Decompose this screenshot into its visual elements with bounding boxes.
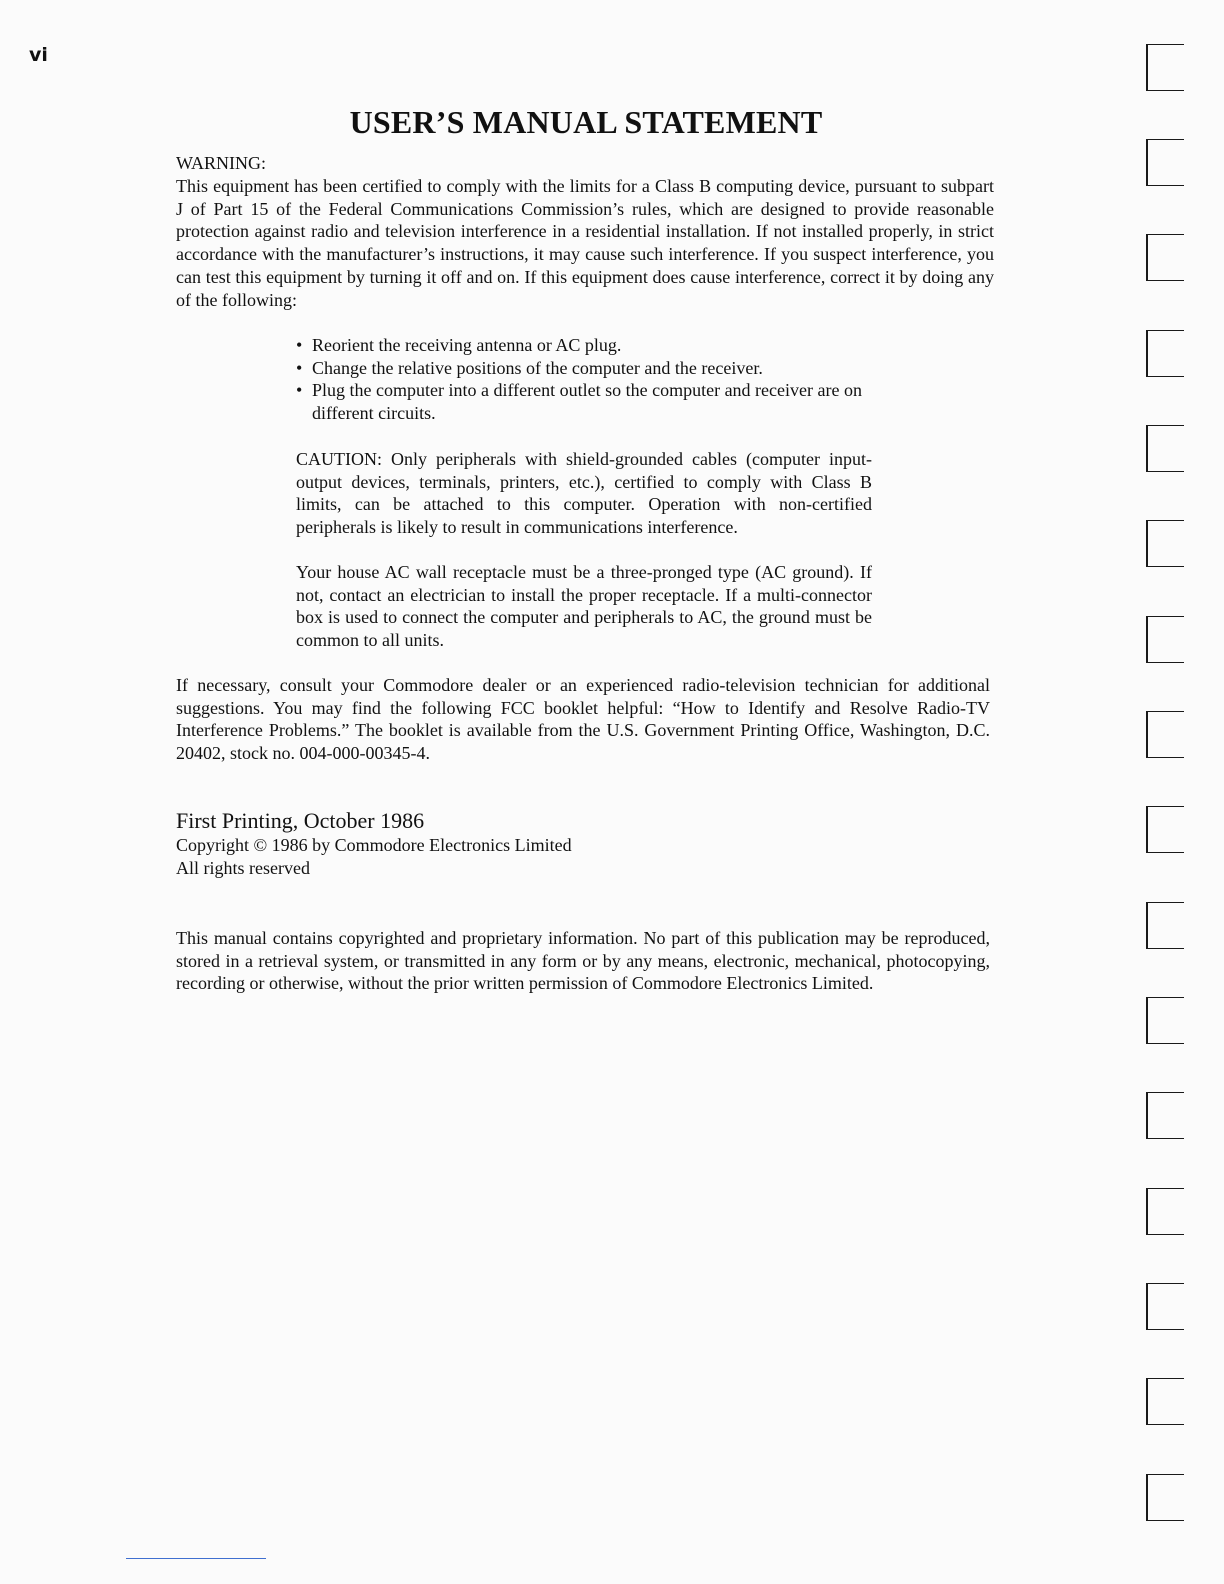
- bullet-icon: •: [296, 335, 303, 355]
- binding-tab-icon: [1146, 616, 1184, 663]
- rights-line: All rights reserved: [176, 858, 310, 878]
- binding-tab-icon: [1146, 1092, 1184, 1139]
- remedy-item: [296, 334, 876, 357]
- binding-tab-icon: [1146, 139, 1184, 186]
- proprietary-paragraph: This manual contains copyrighted and proprietary information. No part of this publication may be reproduced, stored in a retrieval system, or transmitted in any form or by any means, electronic, mechanical, photocopying, recording or otherwise, without the prior written permission of Commodore Electronics Limited.: [176, 928, 990, 994]
- binding-tab-icon: [1146, 425, 1184, 472]
- remedy-item: [296, 357, 876, 380]
- page-number: vi: [29, 44, 48, 66]
- bullet-icon: •: [296, 357, 303, 378]
- binding-tab-icon: [1146, 1188, 1184, 1235]
- remedy-list: [296, 334, 876, 425]
- caution-paragraph: CAUTION: Only peripherals with shield-grounded cables (computer input-output devices, terminals, printers, etc.), certified to comply with Class B limits, can be attached to this computer. Operation with non-certified peripherals is likely to result in communications interference.: [296, 449, 872, 538]
- binding-tab-icon: [1146, 711, 1184, 758]
- binding-tab-icon: [1146, 1474, 1184, 1521]
- receptacle-paragraph: Your house AC wall receptacle must be a three-pronged type (AC ground). If not, contact an electrician to install the proper receptacle. If a multi-connector box is used to connect the computer and peripherals to AC, the ground must be common to all units.: [296, 562, 872, 651]
- remedy-text: Change the relative positions of the computer and the receiver.: [312, 357, 763, 378]
- warning-paragraph: This equipment has been certified to comply with the limits for a Class B computing device, pursuant to subpart J of Part 15 of the Federal Communications Commission’s rules, which are designed to provide reasonable protection against radio and television interference in a residential installation. If not installed properly, in strict accordance with the manufacturer’s instructions, it may cause such interference. If you suspect interference, you can test this equipment by turning it off and on. If this equipment does cause interference, correct it by doing any of the following:: [176, 176, 994, 310]
- remedy-text: Reorient the receiving antenna or AC plug.: [312, 335, 622, 355]
- binding-tab-icon: [1146, 997, 1184, 1044]
- binding-tab-icon: [1146, 1378, 1184, 1425]
- binding-tab-icon: [1146, 234, 1184, 281]
- binding-tab-icon: [1146, 806, 1184, 853]
- printing-line: First Printing, October 1986: [176, 808, 425, 833]
- warning-label: WARNING:: [176, 153, 266, 173]
- binding-tab-icon: [1146, 1283, 1184, 1330]
- consult-paragraph: If necessary, consult your Commodore dealer or an experienced radio-television technician for additional suggestions. You may find the following FCC booklet helpful: “How to Identify and Resolve Radio-TV Interference Problems.” The booklet is available from the U.S. Government Printing Office, Washington, D.C. 20402, stock no. 004-000-00345-4.: [176, 675, 990, 764]
- binding-tab-icon: [1146, 330, 1184, 377]
- footer-rule: [126, 1558, 266, 1559]
- binding-tab-icon: [1146, 902, 1184, 949]
- binding-tab-icon: [1146, 520, 1184, 567]
- remedy-item: [296, 379, 876, 424]
- page-title: USER’S MANUAL STATEMENT: [349, 104, 823, 140]
- bullet-icon: •: [296, 380, 303, 401]
- remedy-text: Plug the computer into a different outlet so the computer and receiver are on different circuits.: [312, 380, 862, 424]
- binding-tab-icon: [1146, 44, 1184, 91]
- copyright-line: Copyright © 1986 by Commodore Electronics Limited: [176, 835, 572, 855]
